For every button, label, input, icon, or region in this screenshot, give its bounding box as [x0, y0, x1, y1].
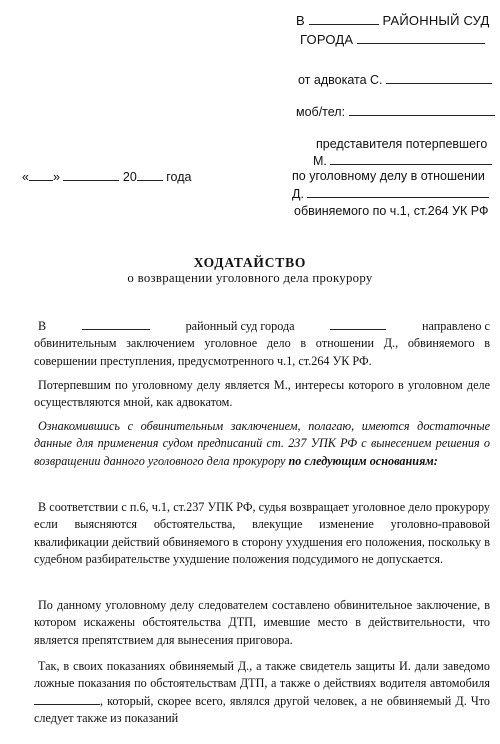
p1-rest: обвинительным заключением уголовное дело в отношении Д., обвиняемого в совершении преступления, предусмотренного ч.1, ст.264 УК РФ.	[34, 336, 490, 368]
city-label: ГОРОДА	[300, 32, 354, 47]
accused-article-line	[294, 204, 488, 218]
document-subtitle: о возвращении уголовного дела прокурору	[127, 271, 373, 285]
paragraph-1	[34, 318, 490, 370]
paragraph-6	[34, 658, 490, 728]
vehicle-blank[interactable]	[34, 693, 100, 705]
year-blank[interactable]	[137, 169, 163, 181]
advocate-line	[298, 72, 492, 87]
case-label: по уголовному делу в отношении	[292, 169, 485, 183]
p3-bold-text: по следующим основаниям:	[288, 453, 438, 468]
date-open-quote: «	[22, 170, 29, 184]
advocate-label: от адвоката С.	[298, 73, 383, 87]
year-prefix: 20	[122, 170, 137, 184]
case-line	[292, 169, 485, 183]
p1-middle: районный суд города	[185, 319, 295, 333]
day-blank[interactable]	[29, 169, 53, 181]
year-suffix: года	[166, 170, 192, 184]
accused-name-label: Д.	[292, 187, 304, 201]
court-prefix: В	[296, 13, 305, 28]
court-suffix: РАЙОННЫЙ СУД	[382, 13, 490, 28]
p6-text-b: , который, скорее всего, являлся другой человек, а не обвиняемый Д. Что следует также из показаний	[34, 693, 490, 726]
court-city-blank[interactable]	[330, 318, 386, 330]
court-line	[296, 13, 490, 28]
representative-label: представителя потерпевшего	[316, 137, 488, 151]
document-title: ХОДАТАЙСТВО	[193, 255, 307, 270]
p2-text: Потерпевшим по уголовному делу является М., интересы которого в уголовном деле осуществляются мной, как адвокатом.	[34, 378, 490, 410]
month-blank[interactable]	[63, 169, 119, 181]
p5-text: По данному уголовному делу следователем составлено обвинительное заключение, в котором искажены обстоятельства ДТП, имевшие место в действительности, что является препятствием для вынесения приговора.	[34, 598, 490, 647]
accused-name-line	[292, 186, 489, 201]
representative-line	[316, 137, 487, 151]
p3-italic-text: Ознакомившись с обвинительным заключением, полагаю, имеются достаточные данные для применения судом предписаний ст. 237 УПК РФ с вынесением решения о возвращении данного уголовного дела прокурору	[34, 419, 490, 468]
city-blank[interactable]	[357, 32, 485, 44]
victim-label: М.	[313, 154, 327, 168]
p1-start: В	[38, 319, 47, 333]
p6-text-a: Так, в своих показаниях обвиняемый Д., а также свидетель защиты И. дали заведомо ложные показания по обстоятельствам ДТП, а также о действиях водителя автомобиля	[34, 659, 490, 691]
paragraph-2	[34, 377, 490, 412]
p1-end: направлено с	[422, 319, 490, 333]
date-close-quote: »	[52, 170, 60, 184]
paragraph-4	[34, 499, 490, 569]
city-line	[300, 32, 485, 47]
date-line	[22, 169, 191, 184]
victim-blank[interactable]	[330, 153, 492, 165]
paragraph-5	[34, 597, 490, 649]
court-name-blank[interactable]	[309, 13, 379, 25]
phone-line	[296, 104, 495, 119]
phone-label: моб/тел:	[296, 105, 346, 119]
paragraph-3	[34, 418, 490, 470]
accused-name-blank[interactable]	[307, 186, 489, 198]
phone-blank[interactable]	[349, 104, 495, 116]
accused-article-label: обвиняемого по ч.1, ст.264 УК РФ	[294, 204, 489, 218]
court-district-blank[interactable]	[82, 318, 150, 330]
p4-text: В соответствии с п.6, ч.1, ст.237 УПК РФ, судья возвращает уголовное дело прокурору если выясняются обстоятельства, влекущие изменение уголовно-правовой квалификации действий обвиняемого в сторону ухудшения его положения, поскольку в судебном разбирательстве ухудшение положения подсудимого не допускается.	[34, 500, 490, 567]
advocate-blank[interactable]	[386, 72, 492, 84]
victim-line	[313, 153, 492, 168]
